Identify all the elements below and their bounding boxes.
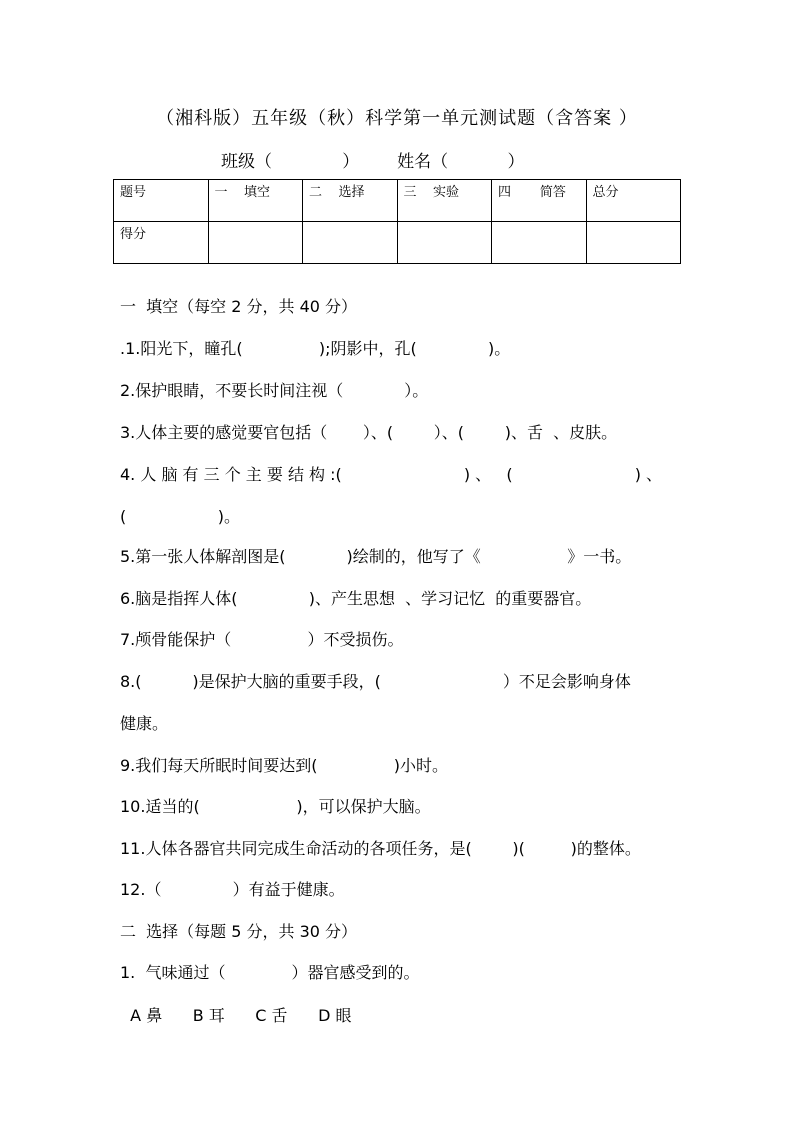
question-line: 9.我们每天所眠时间要达到( )小时。 xyxy=(120,756,449,775)
score-cell[interactable] xyxy=(303,222,398,264)
question-line: 6.脑是指挥人体( )、产生思想 、学习记忆 的重要器官。 xyxy=(120,589,592,608)
question-line: 3.人体主要的感觉要官包括（ ）、( ）、( )、舌 、皮肤。 xyxy=(120,423,618,442)
table-cell: 二 选择 xyxy=(303,180,398,222)
score-cell[interactable] xyxy=(397,222,492,264)
page-title: （湘科版）五年级（秋）科学第一单元测试题（含答案 ） xyxy=(156,108,638,129)
question-line: 12.（ ）有益于健康。 xyxy=(120,880,345,899)
question-line: ( )。 xyxy=(120,507,241,526)
question-line: 5.第一张人体解剖图是( )绘制的，他写了《 》一书。 xyxy=(120,547,632,566)
table-cell: 一 填空 xyxy=(208,180,303,222)
question-line: 11.人体各器官共同完成生命活动的各项任务，是( )( )的整体。 xyxy=(120,839,641,858)
table-row xyxy=(114,222,681,264)
question-line: .1.阳光下，瞳孔( );阴影中，孔( )。 xyxy=(120,339,511,358)
table-cell: 得分 xyxy=(114,222,209,264)
question-line: 4. 人 脑 有 三 个 主 要 结 构 :( ) 、 ( ) 、 xyxy=(120,465,663,484)
question-line: 健康。 xyxy=(120,714,169,733)
table-cell: 三 实验 xyxy=(397,180,492,222)
question-line: 1. 气味通过（ ）器官感受到的。 xyxy=(120,963,420,982)
class-name-line: 班级（ ） 姓名（ ） xyxy=(221,152,525,172)
score-cell[interactable] xyxy=(492,222,587,264)
section-heading: 一 填空（每空 2 分，共 40 分） xyxy=(120,297,358,316)
question-line: 8.( )是保护大脑的重要手段，( ）不足会影响身体 xyxy=(120,672,631,691)
question-line: 7.颅骨能保护（ ）不受损伤。 xyxy=(120,630,404,649)
table-cell: 题号 xyxy=(114,180,209,222)
score-cell[interactable] xyxy=(586,222,681,264)
table-header-row xyxy=(114,180,681,222)
question-line: 2.保护眼睛，不要长时间注视（ ）。 xyxy=(120,381,429,400)
question-line: 10.适当的( )，可以保护大脑。 xyxy=(120,797,431,816)
score-cell[interactable] xyxy=(208,222,303,264)
score-table xyxy=(113,179,681,264)
table-cell: 总分 xyxy=(586,180,681,222)
table-cell: 四 简答 xyxy=(492,180,587,222)
section-heading: 二 选择（每题 5 分，共 30 分） xyxy=(120,922,358,941)
answer-options: A 鼻 B 耳 C 舌 D 眼 xyxy=(120,1006,352,1025)
